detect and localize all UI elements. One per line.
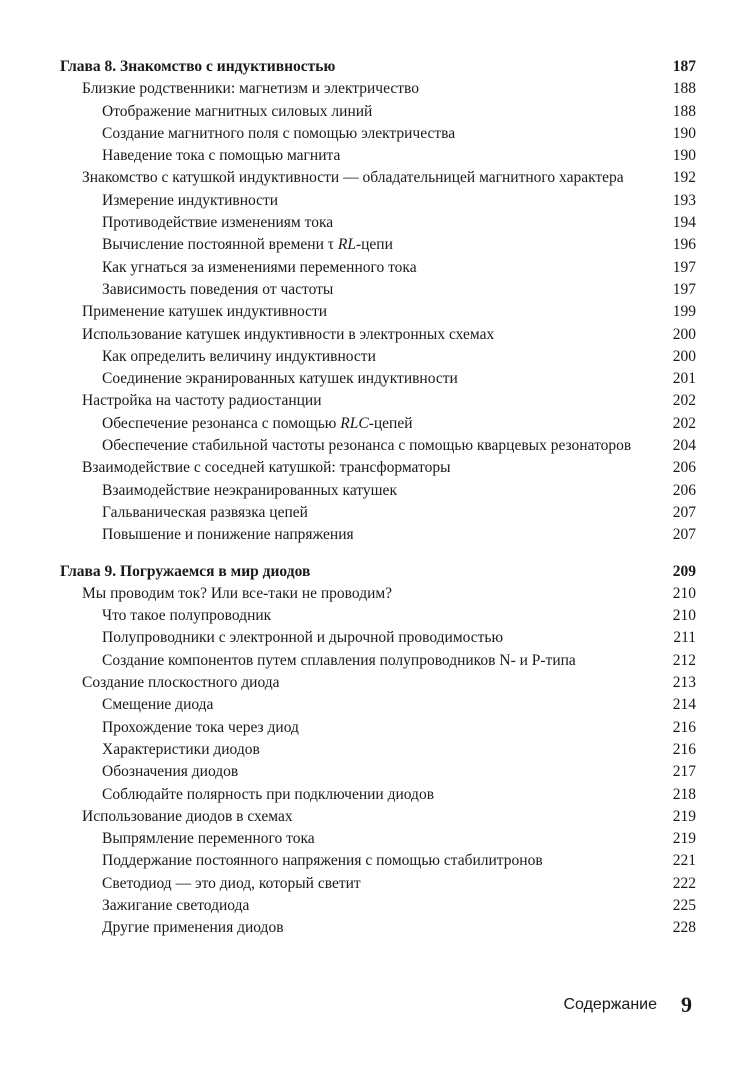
entry-page: 207 — [672, 503, 696, 521]
entry-page: 219 — [672, 807, 696, 825]
chapter-entries — [60, 583, 696, 940]
toc-subsection — [60, 279, 696, 301]
entry-page: 190 — [672, 124, 696, 142]
entry-title: Соблюдайте полярность при подключении диодов — [102, 785, 435, 803]
toc-subsection — [60, 480, 696, 502]
toc-subsection — [60, 605, 696, 627]
entry-page: 210 — [672, 607, 696, 625]
entry-title: Взаимодействие с соседней катушкой: трансформаторы — [82, 459, 451, 477]
entry-page: 199 — [672, 303, 696, 321]
toc-section — [60, 167, 696, 189]
toc-section — [60, 672, 696, 694]
entry-title: Другие применения диодов — [102, 919, 284, 937]
entry-title: Глава 8. Знакомство с индуктивностью — [60, 58, 336, 75]
toc-subsection — [60, 627, 696, 649]
entry-page: 197 — [672, 258, 696, 276]
entry-page: 196 — [672, 236, 696, 254]
entry-title: Что такое полупроводник — [102, 607, 272, 625]
entry-title: Выпрямление переменного тока — [102, 830, 315, 848]
entry-title: Взаимодействие неэкранированных катушек — [102, 481, 397, 499]
toc-subsection — [60, 739, 696, 761]
entry-page: 207 — [672, 526, 696, 544]
toc-section — [60, 806, 696, 828]
entry-title: Обеспечение стабильной частоты резонанса с помощью кварцевых резонаторов — [102, 437, 632, 455]
entry-title: Настройка на частоту радиостанции — [82, 392, 322, 410]
toc-subsection — [60, 694, 696, 716]
entry-page: 219 — [672, 830, 696, 848]
entry-title: Использование катушек индуктивности в электронных схемах — [82, 325, 495, 343]
toc-subsection — [60, 828, 696, 850]
entry-page: 201 — [672, 370, 696, 388]
entry-page: 210 — [672, 584, 696, 602]
entry-title: Смещение диода — [102, 696, 214, 714]
entry-page: 216 — [672, 740, 696, 758]
entry-page: 202 — [672, 414, 696, 432]
toc-subsection — [60, 717, 696, 739]
entry-page: 218 — [672, 785, 696, 803]
chapter-9 — [60, 561, 696, 940]
toc-subsection — [60, 190, 696, 212]
entry-page: 187 — [672, 58, 696, 75]
toc-subsection — [60, 212, 696, 234]
entry-title: Измерение индуктивности — [102, 191, 279, 209]
toc-subsection — [60, 850, 696, 872]
entry-title: Создание магнитного поля с помощью электричества — [102, 124, 456, 142]
toc-subsection — [60, 761, 696, 783]
toc-section — [60, 324, 696, 346]
entry-title: Соединение экранированных катушек индуктивности — [102, 370, 458, 388]
entry-title: Использование диодов в схемах — [82, 807, 293, 825]
entry-page: 225 — [672, 896, 696, 914]
entry-page: 194 — [672, 214, 696, 232]
toc-subsection — [60, 413, 696, 435]
entry-page: 216 — [672, 718, 696, 736]
page-number: 9 — [681, 992, 692, 1017]
entry-page: 212 — [672, 651, 696, 669]
entry-title: Повышение и понижение напряжения — [102, 526, 354, 544]
entry-title: Как определить величину индуктивности — [102, 347, 376, 365]
toc-subsection — [60, 145, 696, 167]
toc-section — [60, 78, 696, 100]
toc-section — [60, 301, 696, 323]
entry-title: Отображение магнитных силовых линий — [102, 102, 373, 120]
running-head: Содержание — [563, 996, 657, 1013]
entry-title: Создание плоскостного диода — [82, 674, 280, 692]
entry-page: 190 — [672, 147, 696, 165]
entry-page: 217 — [672, 763, 696, 781]
entry-title: Глава 9. Погружаемся в мир диодов — [60, 562, 311, 580]
toc-section — [60, 583, 696, 605]
entry-page: 228 — [672, 919, 696, 937]
entry-page: 221 — [672, 852, 696, 870]
entry-title: Зависимость поведения от частоты — [102, 280, 334, 298]
toc-subsection — [60, 524, 696, 546]
entry-title: Противодействие изменениям тока — [102, 214, 334, 232]
toc-subsection — [60, 784, 696, 806]
entry-title: Знакомство с катушкой индуктивности — обладательницей магнитного характера — [82, 169, 624, 187]
entry-title: Поддержание постоянного напряжения с помощью стабилитронов — [102, 852, 543, 870]
entry-page: 206 — [672, 481, 696, 499]
entry-page: 192 — [672, 169, 696, 187]
entry-page: 202 — [672, 392, 696, 410]
entry-title: Светодиод — это диод, который светит — [102, 874, 361, 892]
entry-page: 188 — [672, 80, 696, 98]
toc-subsection — [60, 368, 696, 390]
toc-subsection — [60, 435, 696, 457]
entry-page: 197 — [672, 280, 696, 298]
chapter-8 — [60, 56, 696, 547]
entry-page: 200 — [672, 347, 696, 365]
entry-title: Характеристики диодов — [102, 740, 260, 758]
toc-subsection — [60, 257, 696, 279]
entry-title: Создание компонентов путем сплавления полупроводников N- и P-типа — [102, 651, 576, 669]
chapter-heading — [60, 56, 696, 78]
entry-title: Гальваническая развязка цепей — [102, 503, 308, 521]
page-footer — [0, 992, 692, 1018]
entry-page: 204 — [672, 437, 696, 455]
toc-section — [60, 390, 696, 412]
entry-title: Полупроводники с электронной и дырочной проводимостью — [102, 629, 504, 647]
toc-subsection — [60, 895, 696, 917]
entry-page: 206 — [672, 459, 696, 477]
entry-title: Зажигание светодиода — [102, 896, 250, 914]
toc-subsection — [60, 917, 696, 939]
entry-title: Наведение тока с помощью магнита — [102, 147, 341, 165]
toc-section — [60, 457, 696, 479]
entry-page: 193 — [672, 191, 696, 209]
entry-title: Близкие родственники: магнетизм и электричество — [82, 80, 419, 98]
entry-title: Вычисление постоянной времени τ RL-цепи — [102, 236, 393, 254]
chapter-entries — [60, 78, 696, 546]
chapter-heading — [60, 561, 696, 583]
table-of-contents — [60, 56, 696, 954]
entry-title: Как угнаться за изменениями переменного тока — [102, 258, 417, 276]
entry-title: Применение катушек индуктивности — [82, 303, 328, 321]
entry-title: Обеспечение резонанса с помощью RLC-цепей — [102, 414, 413, 432]
toc-subsection — [60, 346, 696, 368]
toc-subsection — [60, 123, 696, 145]
entry-page: 209 — [672, 562, 696, 580]
entry-page: 188 — [672, 102, 696, 120]
entry-page: 222 — [672, 874, 696, 892]
toc-subsection — [60, 234, 696, 256]
entry-title: Мы проводим ток? Или все-таки не проводим? — [82, 584, 393, 602]
toc-subsection — [60, 101, 696, 123]
entry-page: 200 — [672, 325, 696, 343]
entry-title: Обозначения диодов — [102, 763, 239, 781]
entry-page: 214 — [672, 696, 696, 714]
toc-subsection — [60, 650, 696, 672]
entry-title: Прохождение тока через диод — [102, 718, 299, 736]
toc-subsection — [60, 502, 696, 524]
toc-subsection — [60, 873, 696, 895]
entry-page: 213 — [672, 674, 696, 692]
entry-page: 211 — [673, 629, 696, 647]
